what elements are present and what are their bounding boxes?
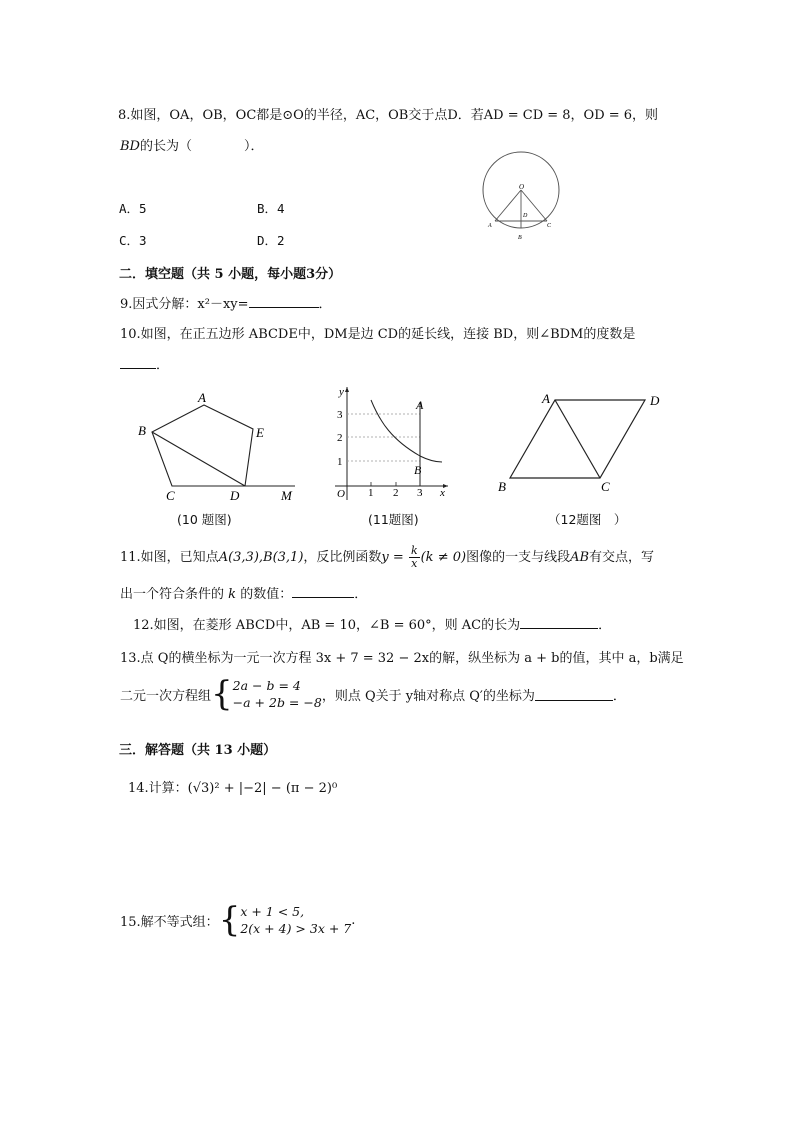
q11-line2-text: 出一个符合条件的 (120, 587, 225, 602)
fig11-label-b: B (414, 463, 422, 477)
q15 (120, 900, 356, 940)
fig11-xtick-2: 2 (393, 487, 399, 499)
fig11-xtick-1: 1 (368, 487, 374, 499)
q11-cond: (k ≠ 0) (420, 550, 467, 565)
q11-line1 (120, 545, 654, 570)
q8-circle-figure (478, 150, 568, 245)
q11-part2: ，反比例函数 (303, 550, 382, 565)
q11-frac-den: x (411, 557, 418, 570)
q13-line2 (120, 674, 626, 714)
fig11-label-a: A (416, 398, 424, 412)
q11-k: k (228, 587, 237, 602)
fig12-label-b: B (498, 479, 506, 494)
fig11-label-y: y (339, 386, 344, 398)
q13-system (233, 677, 322, 711)
q15-ineq2: 2(x + 4) > 3x + 7 (240, 921, 352, 936)
q13-line1: 13.点 Q的横坐标为一元一次方程 3x + 7 = 32 − 2x的解，纵坐标为 a + b的值，其中 a，b满足 (120, 651, 684, 666)
fig10-label-m: M (281, 488, 292, 503)
q8-label-c: C (547, 223, 552, 229)
fig10-label-b: B (138, 423, 146, 438)
q14: 14.计算：(√3)² + |−2| − (π − 2)⁰ (128, 781, 338, 796)
q13-eq2: −a + 2b = −8 (232, 695, 322, 710)
q8-line2-rest: 的长为（ ）． (139, 139, 264, 154)
fig10-caption: (10 题图) (177, 512, 232, 527)
q8-line1: 8.如图，OA，OB，OC都是⊙O的半径，AC，OB交于点D．若AD = CD = 8，OD = 6，则 (118, 108, 659, 123)
q9-text: 9.因式分解：x²－xy= (120, 297, 249, 312)
q9-answer-blank (249, 295, 319, 308)
fig11-label-o: O (337, 488, 345, 500)
fig12-rhombus (495, 388, 695, 498)
q11-fraction (409, 545, 420, 570)
q11-part4: 有交点，写 (589, 550, 655, 565)
q8-bd: BD (120, 139, 140, 154)
q11-part1: 11.如图，已知点 (120, 550, 219, 565)
fig10-label-e: E (256, 425, 264, 440)
q11-func-lhs: y = (381, 550, 404, 565)
fig10-label-a: A (198, 390, 206, 405)
q11-points: A(3,3),B(3,1) (218, 550, 304, 565)
q8-choice-b: B．4 (257, 201, 285, 216)
q9 (120, 293, 332, 312)
q13-line2-pre: 二元一次方程组 (120, 688, 212, 704)
q13-line2-post: ，则点 Q关于 y轴对称点 Q′的坐标为 (321, 688, 535, 704)
q15-brace: { (218, 900, 241, 940)
q8-choice-a: A．5 (119, 201, 147, 216)
fig11-caption: (11题图) (368, 512, 419, 527)
q8-label-b: B (518, 235, 522, 241)
q11-answer-blank (292, 585, 354, 598)
q15-pre: 15.解不等式组： (120, 914, 219, 930)
fig12-label-d: D (650, 393, 660, 408)
q15-end: . (351, 912, 356, 928)
fig11-ytick-3: 3 (337, 409, 343, 421)
section3-title: 三．解答题（共 13 小题） (119, 743, 277, 758)
q15-system (240, 903, 351, 937)
fig11-ytick-2: 2 (337, 432, 343, 444)
q11-seg: AB (570, 550, 590, 565)
q11-frac-num: k (410, 544, 418, 557)
q9-end: ． (318, 297, 332, 312)
q8-line2 (120, 135, 264, 154)
q13-answer-blank (535, 688, 613, 701)
q10-end: ． (156, 358, 170, 373)
q10-answer-blank (120, 356, 156, 369)
q10-line2 (120, 354, 169, 373)
fig11-ytick-1: 1 (337, 456, 343, 468)
fig12-label-a: A (542, 391, 550, 406)
fig11-label-x: x (440, 487, 445, 499)
q8-choice-d: D．2 (257, 233, 285, 248)
q11-line2-end: 的数值： (240, 587, 293, 602)
q13-eq1: 2a − b = 4 (232, 678, 301, 693)
fig11-xtick-3: 3 (417, 487, 423, 499)
q13-end: ． (612, 688, 626, 704)
q11-end: ． (354, 587, 368, 602)
q12-answer-blank (520, 616, 598, 629)
fig10-label-c: C (166, 488, 175, 503)
fig11-graph (330, 382, 455, 504)
q8-label-d: D (523, 213, 528, 219)
fig10-pentagon (135, 390, 300, 505)
q12 (133, 614, 611, 633)
q12-text: 12.如图，在菱形 ABCD中，AB = 10，∠B = 60°，则 AC的长为 (133, 618, 521, 633)
q10-text: 10.如图，在正五边形 ABCDE中，DM是边 CD的延长线，连接 BD，则∠BDM的度数是 (120, 327, 636, 342)
fig12-caption: （12题图 ） (548, 512, 627, 527)
q13-brace: { (211, 674, 233, 714)
q8-label-a: A (488, 223, 492, 229)
q8-choice-c: C．3 (119, 233, 147, 248)
q15-ineq1: x + 1 < 5, (240, 904, 305, 919)
q11-part3: 图像的一支与线段 (466, 550, 571, 565)
q11-line2 (120, 583, 367, 602)
fig12-label-c: C (601, 479, 610, 494)
fig10-label-d: D (230, 488, 240, 503)
section2-title: 二．填空题（共 5 小题，每小题3分） (119, 267, 342, 282)
q12-end: ． (598, 618, 612, 633)
q8-label-o: O (519, 183, 525, 191)
